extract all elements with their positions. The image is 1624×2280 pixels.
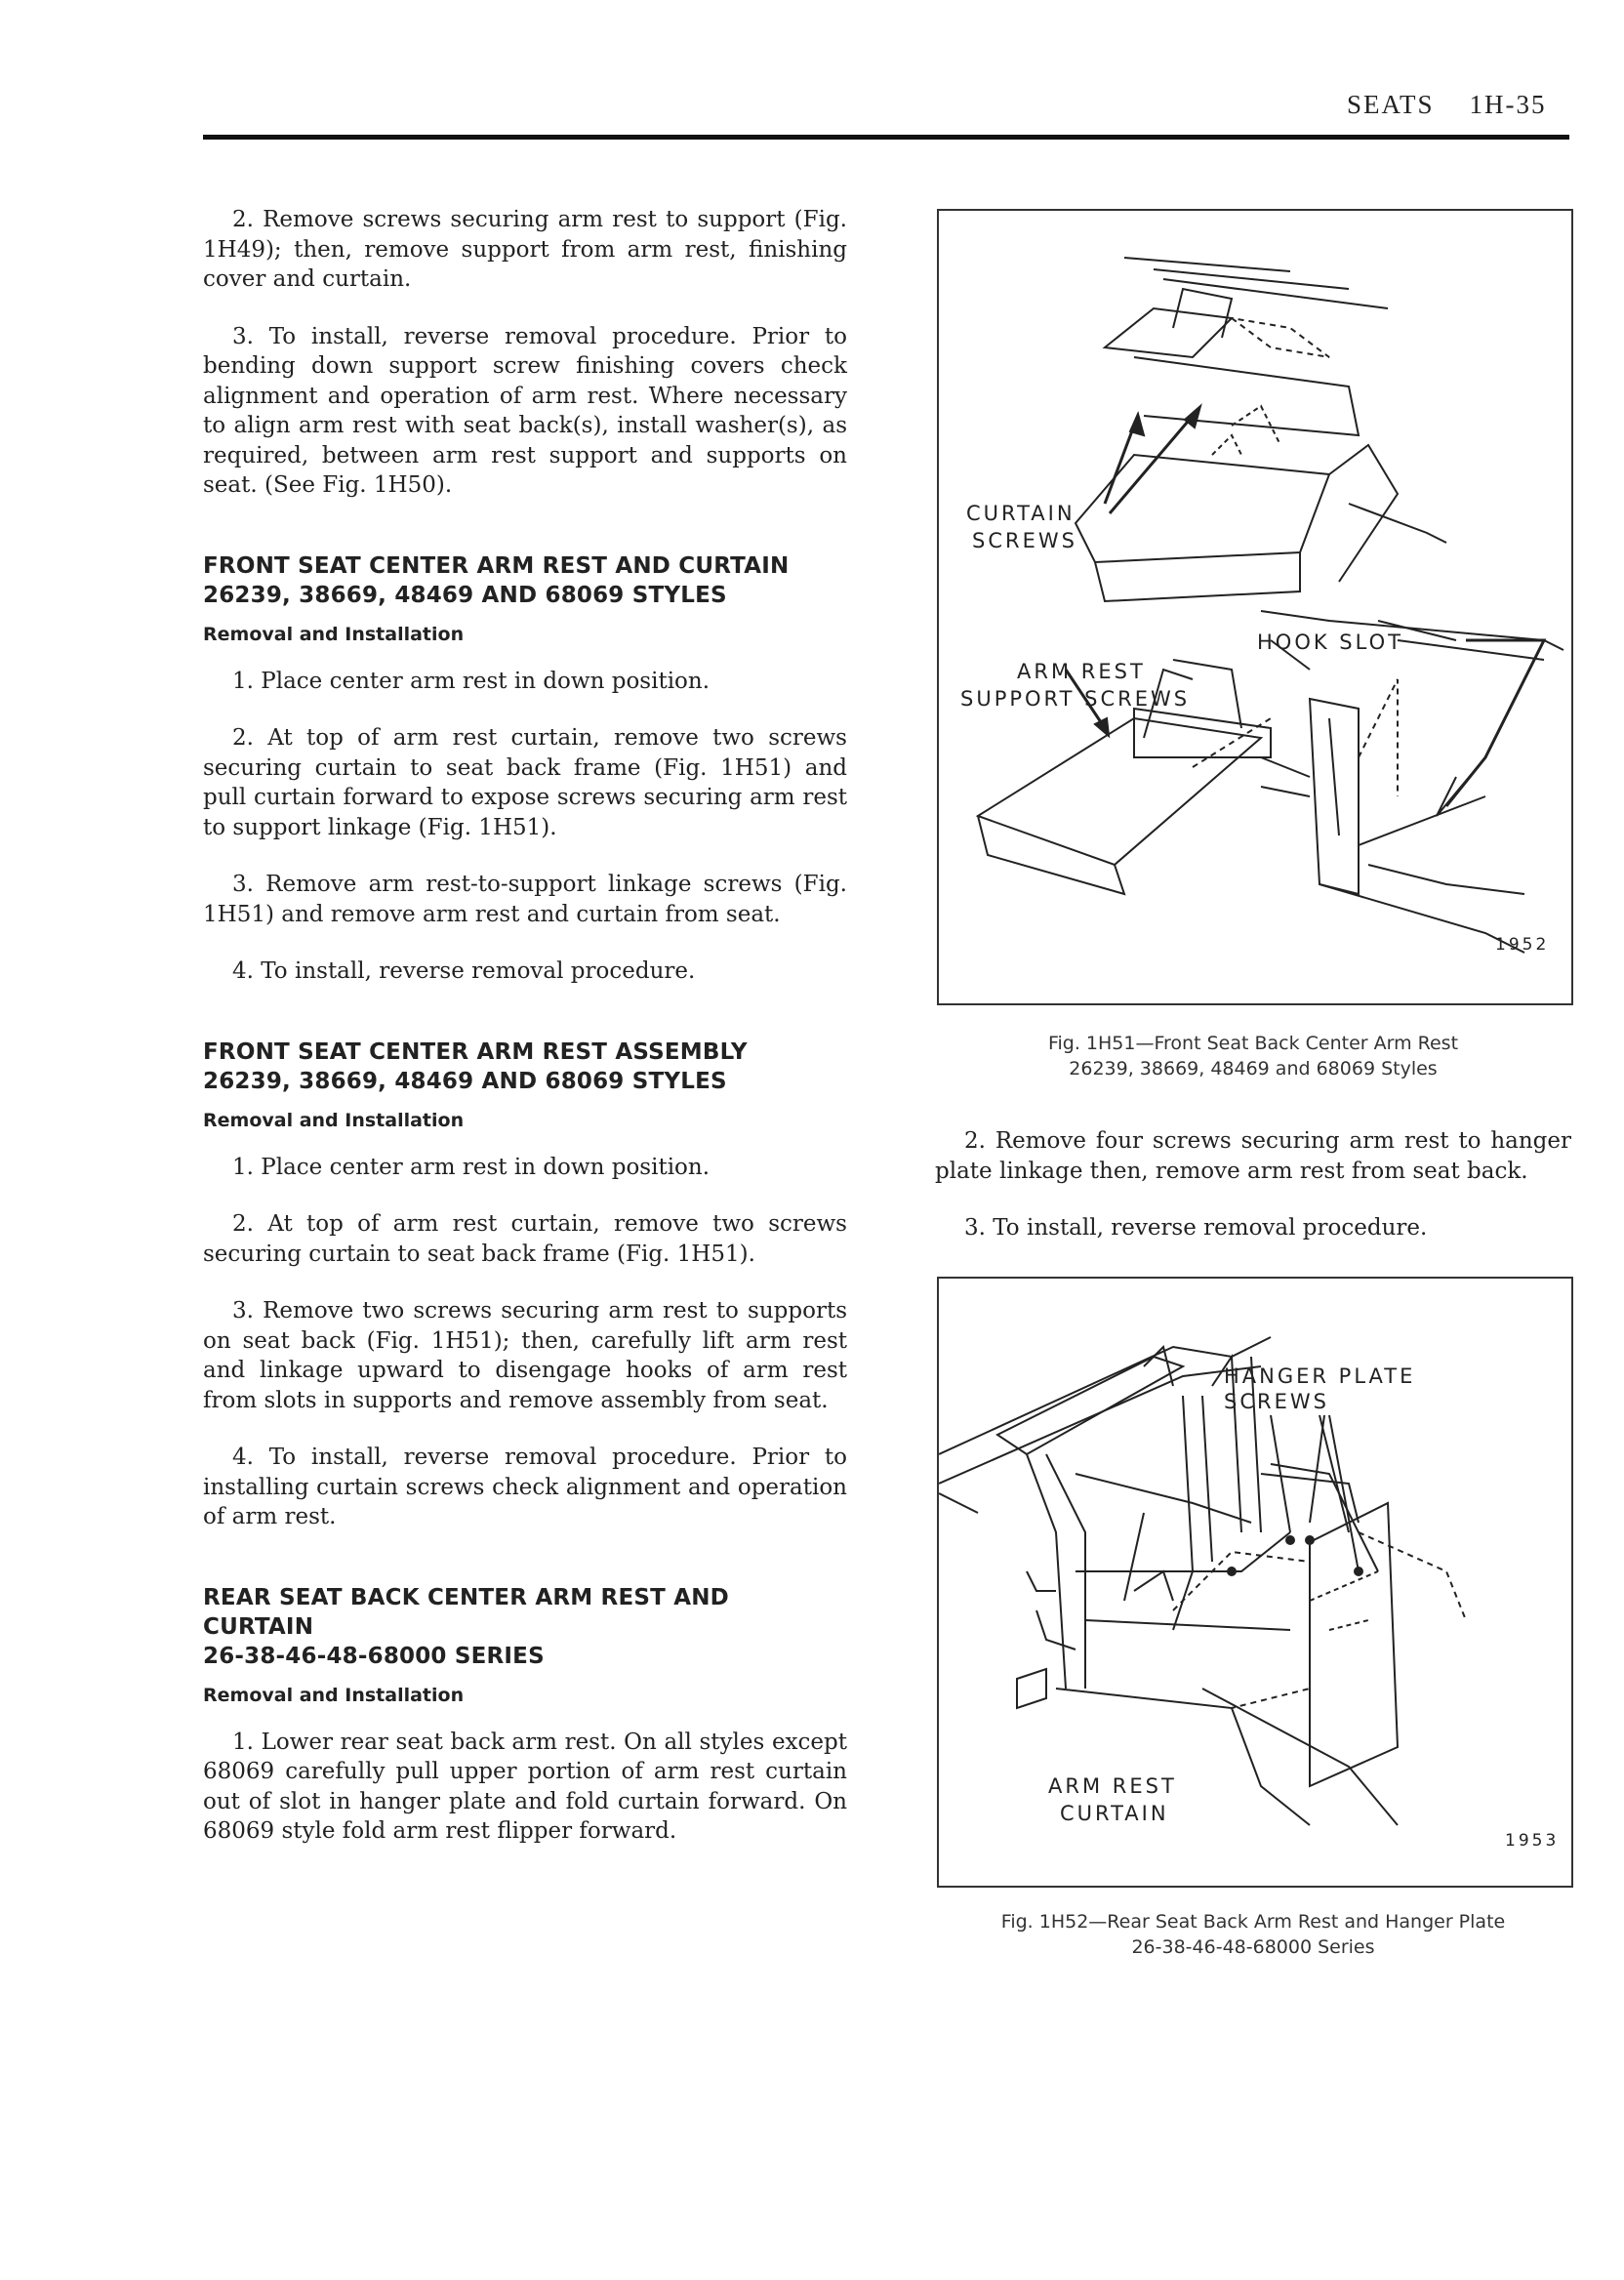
section-heading-front-arm-rest-assembly: FRONT SEAT CENTER ARM REST ASSEMBLY 26239, 38669, 48469 AND 68069 STYLES	[203, 1038, 748, 1094]
step-3: 3. To install, reverse removal procedure.	[964, 1215, 1428, 1241]
section-heading-front-arm-rest-curtain: FRONT SEAT CENTER ARM REST AND CURTAIN 26239, 38669, 48469 AND 68069 STYLES	[203, 552, 790, 608]
label-screws: SCREWS	[972, 529, 1077, 552]
intro-step-2: 2. Remove screws securing arm rest to support (Fig. 1H49); then, remove support from arm rest, finishing cover and curtain.	[203, 207, 847, 292]
header-page-number: 1H-35	[1469, 90, 1547, 119]
right-column	[935, 209, 1571, 2005]
subheading-removal: Removal and Installation	[203, 1109, 465, 1131]
label-screws: SCREWS	[1224, 1389, 1329, 1413]
left-column	[203, 205, 847, 1874]
header-section: SEATS	[1347, 90, 1435, 119]
label-support-screws: SUPPORT SCREWS	[960, 687, 1191, 711]
figure-caption-1h51: Fig. 1H51—Front Seat Back Center Arm Rest 26239, 38669, 48469 and 68069 Styles	[1047, 1033, 1459, 1079]
step-4: 4. To install, reverse removal procedure. Prior to installing curtain screws check alignment and operation of arm rest.	[203, 1445, 847, 1529]
step-2: 2. At top of arm rest curtain, remove two screws securing curtain to seat back frame (Fig. 1H51).	[203, 1211, 847, 1267]
header-rule	[203, 135, 1569, 140]
subheading-removal: Removal and Installation	[203, 1684, 465, 1706]
label-hook-slot: HOOK SLOT	[1257, 631, 1403, 654]
figure-1h52	[937, 1277, 1573, 1888]
label-curtain: CURTAIN	[1060, 1801, 1169, 1825]
figure-caption-1h52: Fig. 1H52—Rear Seat Back Arm Rest and Hanger Plate 26-38-46-48-68000 Series	[1000, 1910, 1506, 1958]
step-3: 3. Remove arm rest-to-support linkage screws (Fig. 1H51) and remove arm rest and curtain from seat.	[203, 872, 847, 927]
step-1: 1. Place center arm rest in down position.	[232, 668, 710, 694]
step-4: 4. To install, reverse removal procedure.	[232, 958, 696, 984]
label-arm-rest: ARM REST	[1017, 660, 1146, 683]
figure-number: 1953	[1505, 1830, 1560, 1851]
label-curtain: CURTAIN	[966, 502, 1076, 525]
arm-rest-illustration-1h51	[939, 211, 1571, 1003]
figure-number: 1952	[1495, 935, 1550, 955]
step-1: 1. Place center arm rest in down position.	[232, 1154, 710, 1180]
subheading-removal: Removal and Installation	[203, 623, 465, 645]
label-arm-rest: ARM REST	[1048, 1773, 1177, 1798]
step-1: 1. Lower rear seat back arm rest. On all styles except 68069 carefully pull upper portion of arm rest curtain out of slot in hanger plate and fold curtain forward. On 68069 style fold arm rest flipper forward.	[203, 1729, 847, 1844]
intro-step-3: 3. To install, reverse removal procedure. Prior to bending down support screw finishing covers check alignment and operation of arm rest. Where necessary to align arm rest with seat back(s), install washer(s), as required, between arm rest support and supports on seat. (See Fig. 1H50).	[203, 323, 847, 498]
figure-1h51	[937, 209, 1573, 1005]
section-heading-rear-arm-rest-curtain: REAR SEAT BACK CENTER ARM REST AND CURTAIN 26-38-46-48-68000 SERIES	[203, 1584, 729, 1669]
label-hanger-plate: HANGER PLATE	[1224, 1364, 1416, 1388]
step-2: 2. At top of arm rest curtain, remove two screws securing curtain to seat back frame (Fig. 1H51) and pull curtain forward to expose screws securing arm rest to support linkage (Fig. 1H51).	[203, 725, 847, 840]
step-3: 3. Remove two screws securing arm rest to supports on seat back (Fig. 1H51); then, carefully lift arm rest and linkage upward to disengage hooks of arm rest from slots in supports and remove assembly from seat.	[203, 1298, 847, 1413]
running-header	[1347, 90, 1547, 120]
step-2: 2. Remove four screws securing arm rest to hanger plate linkage then, remove arm rest from seat back.	[935, 1128, 1571, 1184]
